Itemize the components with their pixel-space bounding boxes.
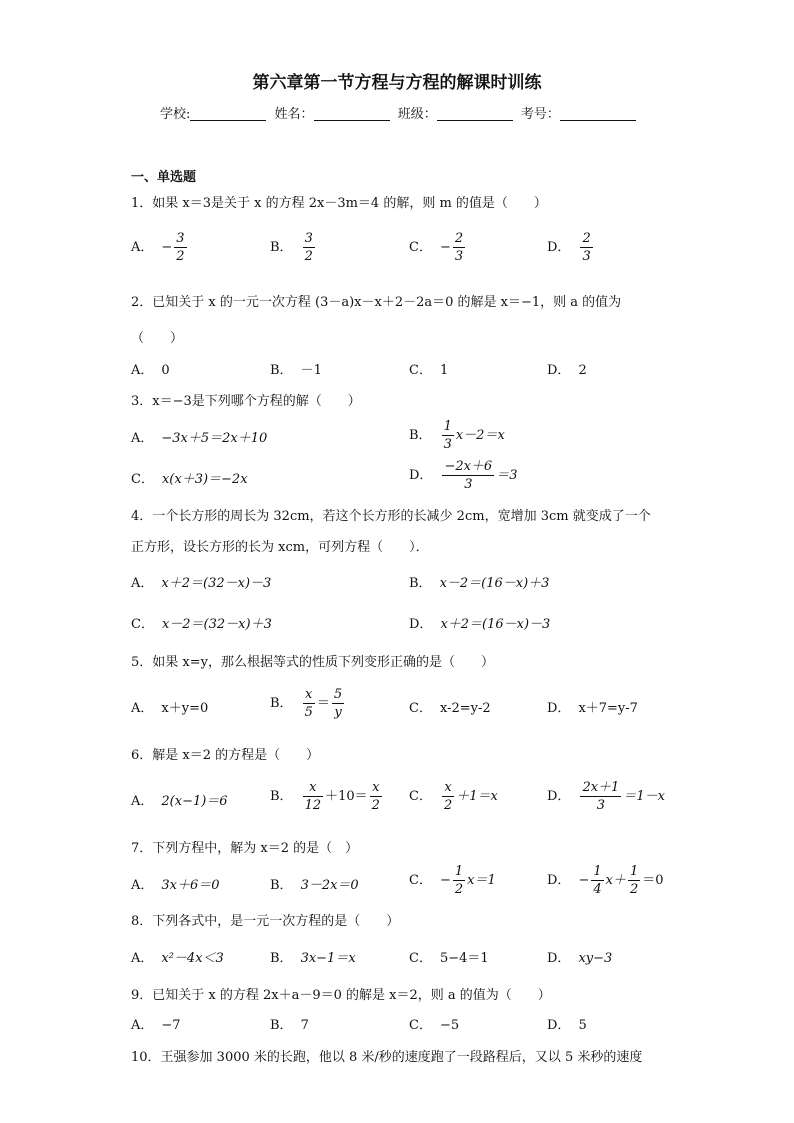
option-suffix: ＝0 xyxy=(642,873,664,888)
fraction xyxy=(580,230,592,265)
option-text: −3x＋5＝2x＋10 xyxy=(161,431,268,446)
question-3-option-c xyxy=(131,468,248,487)
numerator: 3 xyxy=(304,231,313,246)
question-8-option-d xyxy=(547,947,612,966)
option-sign: − xyxy=(439,873,451,888)
option-letter: C． xyxy=(131,617,154,632)
question-8-option-c xyxy=(409,947,489,966)
option-sign: − xyxy=(578,873,590,888)
option-text: x²－4x＜3 xyxy=(161,951,224,966)
option-letter: B． xyxy=(270,696,293,711)
option-text: 7 xyxy=(300,1018,309,1033)
question-1-option-b xyxy=(270,230,317,265)
option-letter: B． xyxy=(270,878,293,893)
question-7-option-a xyxy=(131,874,220,893)
denominator: 3 xyxy=(596,798,606,813)
fraction xyxy=(580,779,621,814)
fraction xyxy=(453,863,465,898)
option-letter: A． xyxy=(131,794,154,809)
question-6-option-a xyxy=(131,790,228,809)
question-1-option-a xyxy=(131,230,189,265)
option-letter: C． xyxy=(409,951,432,966)
denominator: 2 xyxy=(629,882,639,897)
name-label: 姓名： xyxy=(274,107,314,122)
question-2-stem-continued: （ ） xyxy=(131,331,184,346)
option-text: xy−3 xyxy=(578,951,613,966)
question-10-stem: 10．王强参加 3000 米的长跑，他以 8 米/秒的速度跑了一段路程后，又以 5 米秒的速度 xyxy=(131,1050,643,1065)
numerator: 2x＋1 xyxy=(582,780,620,795)
option-letter: C． xyxy=(409,1018,432,1033)
denominator: y xyxy=(334,705,342,720)
option-letter: C． xyxy=(409,701,432,716)
question-5-option-c xyxy=(409,697,491,716)
option-middle: x＋ xyxy=(605,873,626,888)
option-text: x－2＝(32－x)＋3 xyxy=(161,617,272,632)
fraction xyxy=(303,230,315,265)
school-label: 学校: xyxy=(160,107,191,122)
option-suffix: ＋1＝x xyxy=(456,789,498,804)
option-letter: B． xyxy=(270,1018,293,1033)
question-9-option-a xyxy=(131,1014,181,1033)
option-letter: A． xyxy=(131,878,154,893)
fraction xyxy=(442,779,454,814)
question-9-option-d xyxy=(547,1014,587,1033)
question-8-option-b xyxy=(270,947,356,966)
option-text: 2 xyxy=(578,363,587,378)
exam-number-label: 考号： xyxy=(520,107,560,122)
numerator: x xyxy=(370,779,382,797)
option-text: 2(x−1)＝6 xyxy=(161,794,228,809)
question-2-stem: 2．已知关于 x 的一元一次方程 (3－a)x－x＋2－2a＝0 的解是 x＝−1，则 a 的值为 xyxy=(131,295,622,310)
numerator: 1 xyxy=(593,864,602,879)
school-blank[interactable] xyxy=(190,106,266,121)
option-text: x＋7=y-7 xyxy=(578,701,638,716)
class-blank[interactable] xyxy=(437,106,513,121)
question-8-option-a xyxy=(131,947,224,966)
denominator: 3 xyxy=(582,249,591,264)
fraction xyxy=(442,418,454,453)
numerator: 5 xyxy=(333,687,343,702)
question-5-stem: 5．如果 x=y，那么根据等式的性质下列变形正确的是（ ） xyxy=(131,655,494,670)
class-label: 班级： xyxy=(397,107,437,122)
numerator: x xyxy=(442,779,454,797)
section-heading: 一、单选题 xyxy=(131,170,197,185)
option-sign: − xyxy=(439,240,451,255)
option-text: x－2＝(16－x)＋3 xyxy=(439,576,550,591)
question-7-stem: 7．下列方程中，解为 x＝2 的是（ ） xyxy=(131,841,359,856)
denominator: 12 xyxy=(304,798,322,813)
fraction xyxy=(303,686,315,721)
numerator: 3 xyxy=(176,231,185,246)
option-letter: B． xyxy=(270,951,293,966)
option-text: x＋2＝(32－x)－3 xyxy=(161,576,272,591)
fraction xyxy=(370,779,382,814)
question-3-option-b xyxy=(409,418,505,453)
exam-number-blank[interactable] xyxy=(560,106,636,121)
option-letter: D． xyxy=(409,617,433,632)
denominator: 3 xyxy=(443,437,452,452)
option-text: −7 xyxy=(161,1018,181,1033)
option-letter: A． xyxy=(131,240,154,255)
question-4-option-b xyxy=(409,572,549,591)
option-letter: A． xyxy=(131,431,154,446)
option-letter: C． xyxy=(409,873,432,888)
fraction xyxy=(332,686,344,721)
question-6-option-b xyxy=(270,779,384,814)
question-2-option-d xyxy=(547,359,587,378)
option-letter: A． xyxy=(131,363,154,378)
name-blank[interactable] xyxy=(314,106,390,121)
denominator: 3 xyxy=(464,477,473,492)
option-letter: C． xyxy=(409,240,432,255)
option-suffix: x＝1 xyxy=(467,873,496,888)
option-text: x＋y=0 xyxy=(161,701,209,716)
option-letter: B． xyxy=(409,576,432,591)
denominator: 4 xyxy=(593,882,602,897)
question-4-stem: 4．一个长方形的周长为 32cm，若这个长方形的长减少 2cm，宽增加 3cm 就变成了一个 xyxy=(131,509,651,524)
option-letter: D． xyxy=(547,701,571,716)
option-text: −5 xyxy=(439,1018,460,1033)
question-9-option-c xyxy=(409,1014,459,1033)
denominator: 2 xyxy=(176,249,185,264)
option-letter: A． xyxy=(131,576,154,591)
option-text: 1 xyxy=(439,363,449,378)
option-middle: ＝ xyxy=(316,696,330,711)
question-2-option-b xyxy=(270,359,322,378)
question-2-option-a xyxy=(131,359,170,378)
question-4-option-d xyxy=(409,613,550,632)
question-5-option-a xyxy=(131,697,208,716)
fraction xyxy=(303,779,324,814)
question-3-option-a xyxy=(131,427,267,446)
option-letter: A． xyxy=(131,951,154,966)
question-2-option-c xyxy=(409,359,448,378)
numerator: x xyxy=(303,686,315,704)
fraction xyxy=(628,863,640,898)
fraction xyxy=(442,458,494,493)
option-letter: D． xyxy=(547,873,571,888)
fraction xyxy=(591,863,603,898)
numerator: −2x＋6 xyxy=(444,459,493,474)
question-7-option-b xyxy=(270,874,359,893)
option-text: 0 xyxy=(161,363,170,378)
page-title: 第六章第一节方程与方程的解课时训练 xyxy=(252,73,542,93)
option-suffix: x－2＝x xyxy=(455,428,505,443)
option-text: x(x＋3)＝−2x xyxy=(161,472,248,487)
option-sign: − xyxy=(161,240,173,255)
option-letter: D． xyxy=(547,363,571,378)
option-letter: B． xyxy=(270,240,293,255)
question-4-option-c xyxy=(131,613,272,632)
numerator: 1 xyxy=(443,419,452,434)
option-text: x＋2＝(16－x)－3 xyxy=(440,617,551,632)
option-letter: C． xyxy=(131,472,154,487)
numerator: 1 xyxy=(454,864,464,879)
option-suffix: ＝3 xyxy=(496,468,518,483)
question-1-option-d xyxy=(547,230,595,265)
question-4-option-a xyxy=(131,572,271,591)
option-letter: A． xyxy=(131,1018,154,1033)
option-letter: C． xyxy=(409,789,432,804)
question-9-option-b xyxy=(270,1014,309,1033)
numerator: x xyxy=(303,779,324,797)
option-text: 3x−1＝x xyxy=(300,951,356,966)
denominator: 2 xyxy=(454,882,464,897)
option-letter: C． xyxy=(409,363,432,378)
option-text: x-2=y-2 xyxy=(439,701,491,716)
question-6-option-c xyxy=(409,779,498,814)
question-4-stem-continued: 正方形，设长方形的长为 xcm，可列方程（ ）． xyxy=(131,540,429,555)
option-letter: D． xyxy=(547,240,571,255)
question-3-option-d xyxy=(409,458,518,493)
denominator: 2 xyxy=(371,798,380,813)
denominator: 2 xyxy=(304,249,313,264)
option-letter: B． xyxy=(409,428,432,443)
question-3-stem: 3．x＝−3是下列哪个方程的解（ ） xyxy=(131,394,361,409)
option-text: 5−4＝1 xyxy=(439,951,489,966)
question-5-option-b xyxy=(270,686,346,721)
option-letter: D． xyxy=(547,789,571,804)
question-9-stem: 9．已知关于 x 的方程 2x＋a－9＝0 的解是 x＝2，则 a 的值为（ ） xyxy=(131,988,551,1003)
option-text: 5 xyxy=(578,1018,587,1033)
fraction xyxy=(174,230,186,265)
option-letter: A． xyxy=(131,701,154,716)
option-letter: B． xyxy=(270,789,293,804)
denominator: 3 xyxy=(454,249,464,264)
option-text: 3－2x＝0 xyxy=(300,878,359,893)
option-letter: D． xyxy=(547,951,571,966)
question-6-stem: 6．解是 x＝2 的方程是（ ） xyxy=(131,748,320,763)
option-middle: ＋10＝ xyxy=(325,789,368,804)
numerator: 2 xyxy=(582,231,591,246)
question-6-option-d xyxy=(547,779,665,814)
fraction xyxy=(453,230,465,265)
question-7-option-d xyxy=(547,863,664,898)
option-text: －1 xyxy=(300,363,322,378)
question-1-option-c xyxy=(409,230,467,265)
option-text: 3x＋6＝0 xyxy=(161,878,220,893)
question-7-option-c xyxy=(409,863,496,898)
student-info xyxy=(160,103,640,122)
option-letter: B． xyxy=(270,363,293,378)
denominator: 5 xyxy=(304,705,313,720)
question-1-stem: 1．如果 x＝3是关于 x 的方程 2x－3m＝4 的解，则 m 的值是（ ） xyxy=(131,196,547,211)
numerator: 2 xyxy=(454,231,464,246)
option-letter: D． xyxy=(547,1018,571,1033)
option-suffix: ＝1－x xyxy=(623,789,665,804)
question-5-option-d xyxy=(547,697,638,716)
numerator: 1 xyxy=(629,864,639,879)
option-letter: D． xyxy=(409,468,433,483)
denominator: 2 xyxy=(443,798,453,813)
question-8-stem: 8．下列各式中，是一元一次方程的是（ ） xyxy=(131,914,400,929)
